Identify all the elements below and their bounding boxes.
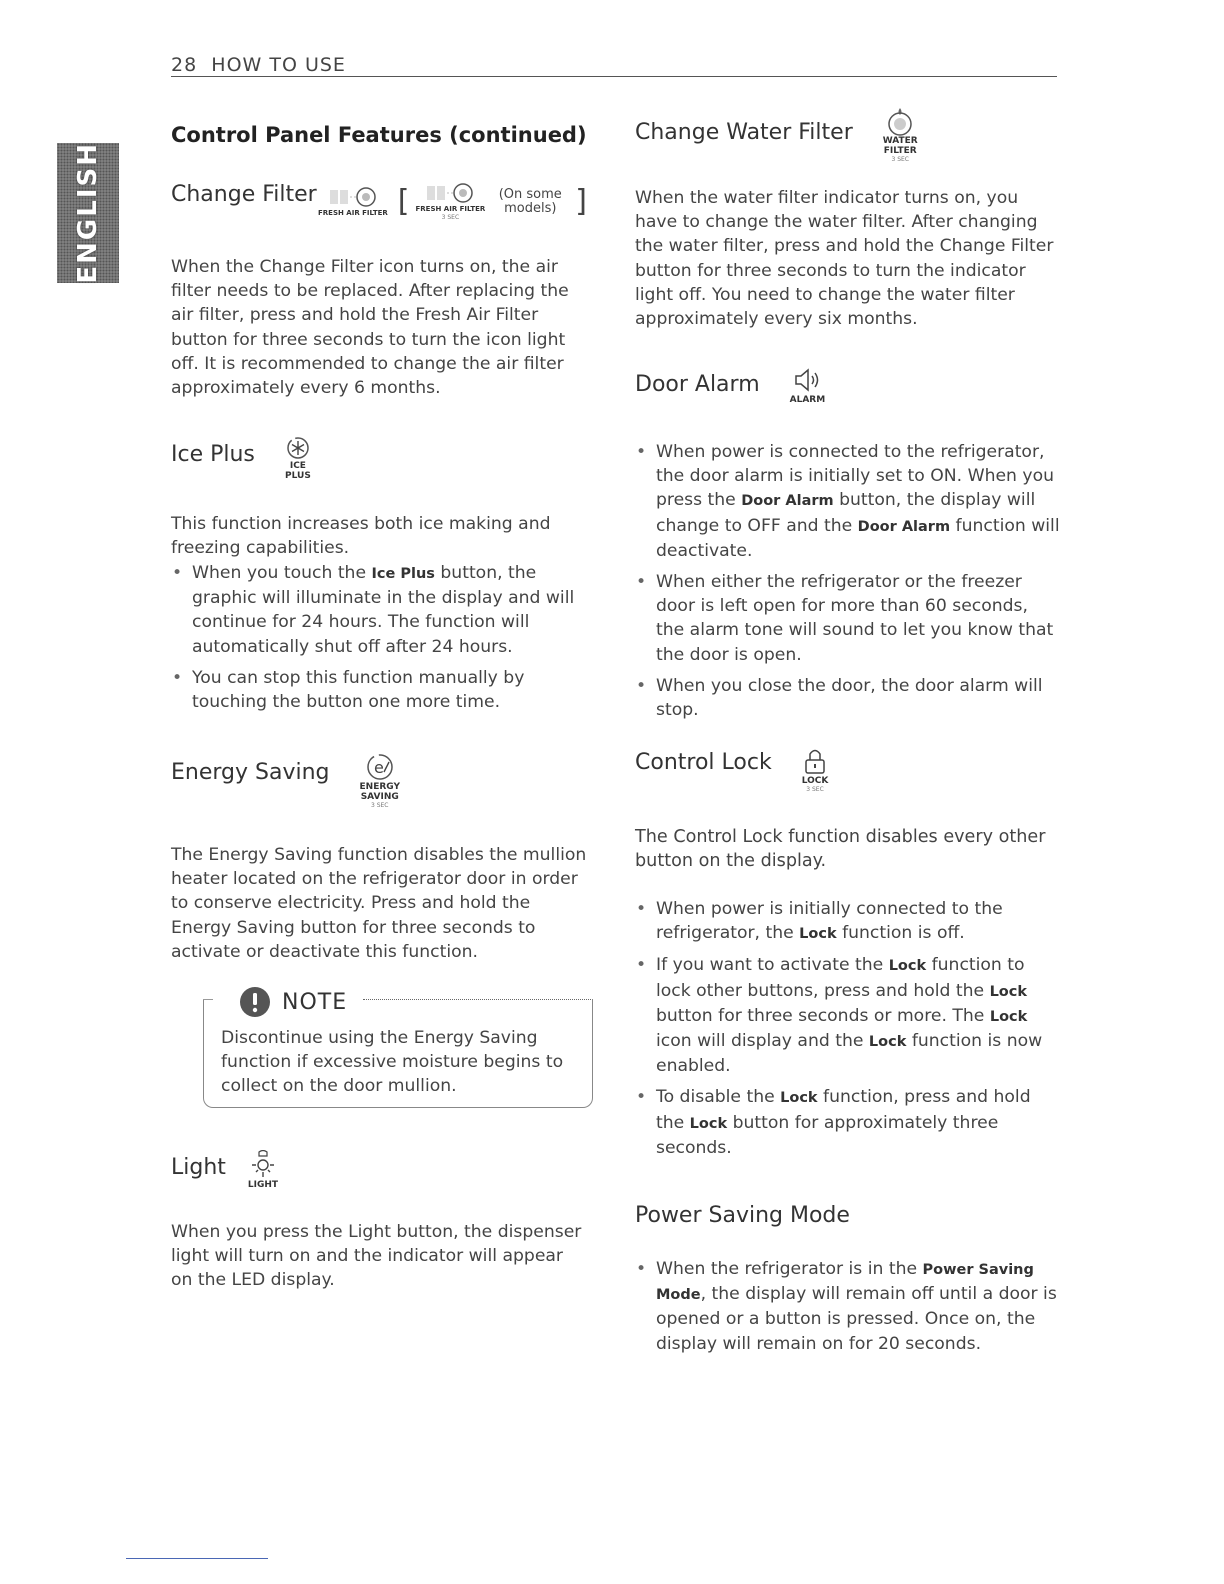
ice-plus-icon: ICE PLUS [285, 435, 311, 481]
door-alarm-title: Door Alarm [635, 372, 760, 397]
water-filter-title: Change Water Filter [635, 120, 853, 145]
control-lock-title: Control Lock [635, 750, 772, 775]
change-filter-heading [171, 182, 317, 207]
change-filter-title: Change Filter [171, 182, 317, 207]
list-item: • When either the refrigerator or the freezer door is left open for more than 60 seconds, the alarm tone will sound to let you know that the door is open. [635, 570, 1060, 667]
power-saving-heading [635, 1203, 850, 1228]
list-item: • When you close the door, the door alarm will stop. [635, 674, 1060, 722]
fresh-air-filter-alt-icon: FRESH AIR FILTER 3 SEC [416, 182, 486, 221]
section-title-control-panel: Control Panel Features (continued) [171, 123, 587, 147]
list-item: • When power is connected to the refrigerator, the door alarm is initially set to ON. When you press the Door Alarm button, the display will change to OFF and the Door Alarm function will deactivate. [635, 440, 1060, 563]
note-text: Discontinue using the Energy Saving function if excessive moisture begins to collect on the door mullion. [221, 1028, 564, 1097]
change-filter-icons [318, 182, 587, 221]
light-text: When you press the Light button, the dispenser light will turn on and the indicator will appear on the LED display. [171, 1222, 582, 1291]
lock-icon: LOCK 3 SEC [802, 746, 829, 793]
ice-plus-list [171, 561, 587, 721]
svg-text:e: e [373, 758, 384, 777]
list-item: • You can stop this function manually by touching the button one more time. [171, 666, 587, 714]
page-number: 28 [171, 54, 198, 76]
change-filter-text: When the Change Filter icon turns on, the air filter needs to be replaced. After replacing the air filter, press and hold the Fresh Air Filter button for three seconds to turn the icon light off. It is recommended to change the air filter approximately every 6 months. [171, 257, 569, 399]
list-item: • When the refrigerator is in the Power Saving Mode, the display will remain off until a door is opened or a button is pressed. Once on, the display will remain on for 20 seconds. [635, 1257, 1060, 1356]
energy-saving-icon: e ENERGY SAVING 3 SEC [360, 752, 400, 809]
light-title: Light [171, 1155, 226, 1180]
light-icon: LIGHT [248, 1150, 278, 1190]
energy-saving-title: Energy Saving [171, 760, 330, 785]
note-rule-right [363, 999, 591, 1001]
control-lock-heading [635, 746, 828, 793]
ice-plus-title: Ice Plus [171, 442, 255, 467]
note-heading [232, 985, 353, 1019]
speaker-icon: ALARM [790, 365, 826, 405]
header-rule [171, 76, 1057, 77]
note-title: NOTE [282, 989, 348, 1015]
ice-plus-intro: This function increases both ice making and freezing capabilities. [171, 514, 551, 559]
alt-models-note: (On some models) [498, 186, 562, 216]
bracket-close: ] [575, 184, 587, 219]
footer-rule [126, 1558, 268, 1559]
power-saving-list [635, 1257, 1060, 1363]
fresh-air-filter-icon: FRESH AIR FILTER [318, 186, 388, 218]
door-alarm-heading [635, 365, 825, 405]
list-item: • When power is initially connected to the refrigerator, the Lock function is off. [635, 897, 1060, 946]
list-item: • When you touch the Ice Plus button, the graphic will illuminate in the display and will continue for 24 hours. The function will automatically shut off after 24 hours. [171, 561, 587, 659]
water-filter-text: When the water filter indicator turns on, you have to change the water filter. After changing the water filter, press and hold the Change Filter button for three seconds to turn the indicator light off. You need to change the water filter approximately every six months. [635, 188, 1054, 330]
control-lock-intro: The Control Lock function disables every other button on the display. [635, 827, 1046, 872]
section-title: HOW TO USE [211, 54, 346, 76]
page-header [171, 54, 346, 76]
control-lock-list [635, 897, 1060, 1167]
list-item: • If you want to activate the Lock function to lock other buttons, press and hold the Lock button for three seconds or more. The Lock icon will display and the Lock function is now enabled. [635, 953, 1060, 1078]
energy-saving-text: The Energy Saving function disables the mullion heater located on the refrigerator door in order to conserve electricity. Press and hold the Energy Saving button for three seconds to activate or deactivate this function. [171, 845, 587, 962]
language-tab [57, 143, 119, 283]
ice-plus-heading [171, 435, 311, 481]
note-rule-left [203, 999, 213, 1000]
language-tab-label: ENGLISH [73, 142, 103, 284]
power-saving-title: Power Saving Mode [635, 1203, 850, 1228]
warning-icon [238, 985, 272, 1019]
note-box [203, 985, 593, 1109]
light-heading [171, 1150, 278, 1190]
list-item: • To disable the Lock function, press and hold the Lock button for approximately three seconds. [635, 1085, 1060, 1160]
water-filter-heading [635, 106, 918, 163]
door-alarm-list [635, 440, 1060, 729]
bracket-open: [ [397, 184, 410, 219]
water-filter-icon: WATER FILTER 3 SEC [883, 106, 918, 163]
energy-saving-heading [171, 752, 400, 809]
